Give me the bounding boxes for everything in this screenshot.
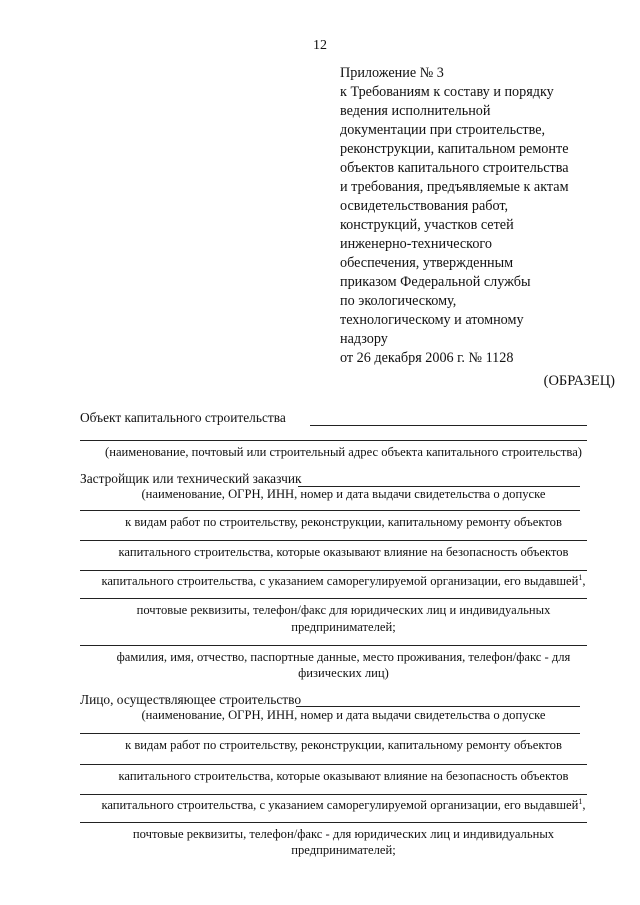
builder-caption-1: (наименование, ОГРН, ИНН, номер и дата выдачи свидетельства о допуске	[141, 708, 546, 722]
object-input-line-2[interactable]	[80, 440, 587, 441]
annex-line: конструкций, участков сетей	[340, 217, 514, 233]
annex-line: от 26 декабря 2006 г. № 1128	[340, 350, 514, 366]
annex-line: по экологическому,	[340, 293, 457, 309]
developer-line-5[interactable]	[80, 598, 587, 599]
annex-line: приказом Федеральной службы	[340, 274, 531, 290]
footnote-mark: 1	[578, 797, 583, 806]
developer-label: Застройщик или технический заказчик	[80, 471, 302, 486]
annex-line: освидетельствования работ,	[340, 198, 509, 214]
builder-line-5[interactable]	[80, 822, 587, 823]
developer-caption-5: почтовые реквизиты, телефон/факс для юридических лиц и индивидуальных	[136, 603, 551, 617]
developer-caption-2: к видам работ по строительству, реконструкции, капитальному ремонту объектов	[125, 515, 562, 529]
annex-line: технологическому и атомному	[340, 312, 524, 328]
annex-line: обеспечения, утвержденным	[340, 255, 514, 271]
object-label: Объект капитального строительства	[80, 410, 286, 425]
developer-caption-1: (наименование, ОГРН, ИНН, номер и дата выдачи свидетельства о допуске	[141, 487, 546, 501]
developer-line-3[interactable]	[80, 540, 587, 541]
developer-line-6[interactable]	[80, 645, 587, 646]
developer-line-4[interactable]	[80, 570, 587, 571]
builder-caption-6: предпринимателей;	[291, 843, 396, 857]
builder-caption-2: к видам работ по строительству, реконструкции, капитальному ремонту объектов	[125, 738, 562, 752]
builder-caption-3: капитального строительства, которые оказывают влияние на безопасность объектов	[118, 769, 569, 783]
page-number: 12	[313, 38, 327, 53]
object-caption: (наименование, почтовый или строительный адрес объекта капитального строительства)	[105, 445, 582, 459]
annex-line: инженерно-технического	[340, 236, 492, 252]
developer-caption-6: предпринимателей;	[291, 620, 396, 634]
builder-line-2[interactable]	[80, 733, 580, 734]
annex-line: к Требованиям к составу и порядку	[340, 84, 554, 100]
builder-label: Лицо, осуществляющее строительство	[80, 692, 302, 707]
annex-line: Приложение № 3	[340, 65, 444, 81]
developer-caption-8: физических лиц)	[298, 666, 389, 680]
footnote-mark: 1	[578, 573, 583, 582]
builder-line-4[interactable]	[80, 794, 587, 795]
annex-header	[340, 64, 600, 368]
developer-caption-7: фамилия, имя, отчество, паспортные данные, место проживания, телефон/факс - для	[116, 650, 571, 664]
object-input-line[interactable]	[310, 425, 587, 426]
annex-line: объектов капитального строительства	[340, 160, 569, 176]
annex-line: документации при строительстве,	[340, 122, 546, 138]
builder-caption-4: капитального строительства, с указанием саморегулируемой организации, его выдавшей$^1$,	[101, 797, 586, 813]
builder-caption-5: почтовые реквизиты, телефон/факс - для юридических лиц и индивидуальных	[132, 827, 555, 841]
annex-line: ведения исполнительной	[340, 103, 491, 119]
builder-line-3[interactable]	[80, 764, 587, 765]
developer-caption-4: капитального строительства, с указанием саморегулируемой организации, его выдавшей$^1$,	[101, 573, 586, 589]
annex-line: реконструкции, капитальном ремонте	[340, 141, 569, 157]
annex-line: надзору	[340, 331, 388, 347]
builder-input-line[interactable]	[296, 706, 580, 707]
sample-label: (ОБРАЗЕЦ)	[543, 373, 615, 389]
annex-line: и требования, предъявляемые к актам	[340, 179, 569, 195]
developer-line-2[interactable]	[80, 510, 580, 511]
developer-caption-3: капитального строительства, которые оказывают влияние на безопасность объектов	[118, 545, 569, 559]
